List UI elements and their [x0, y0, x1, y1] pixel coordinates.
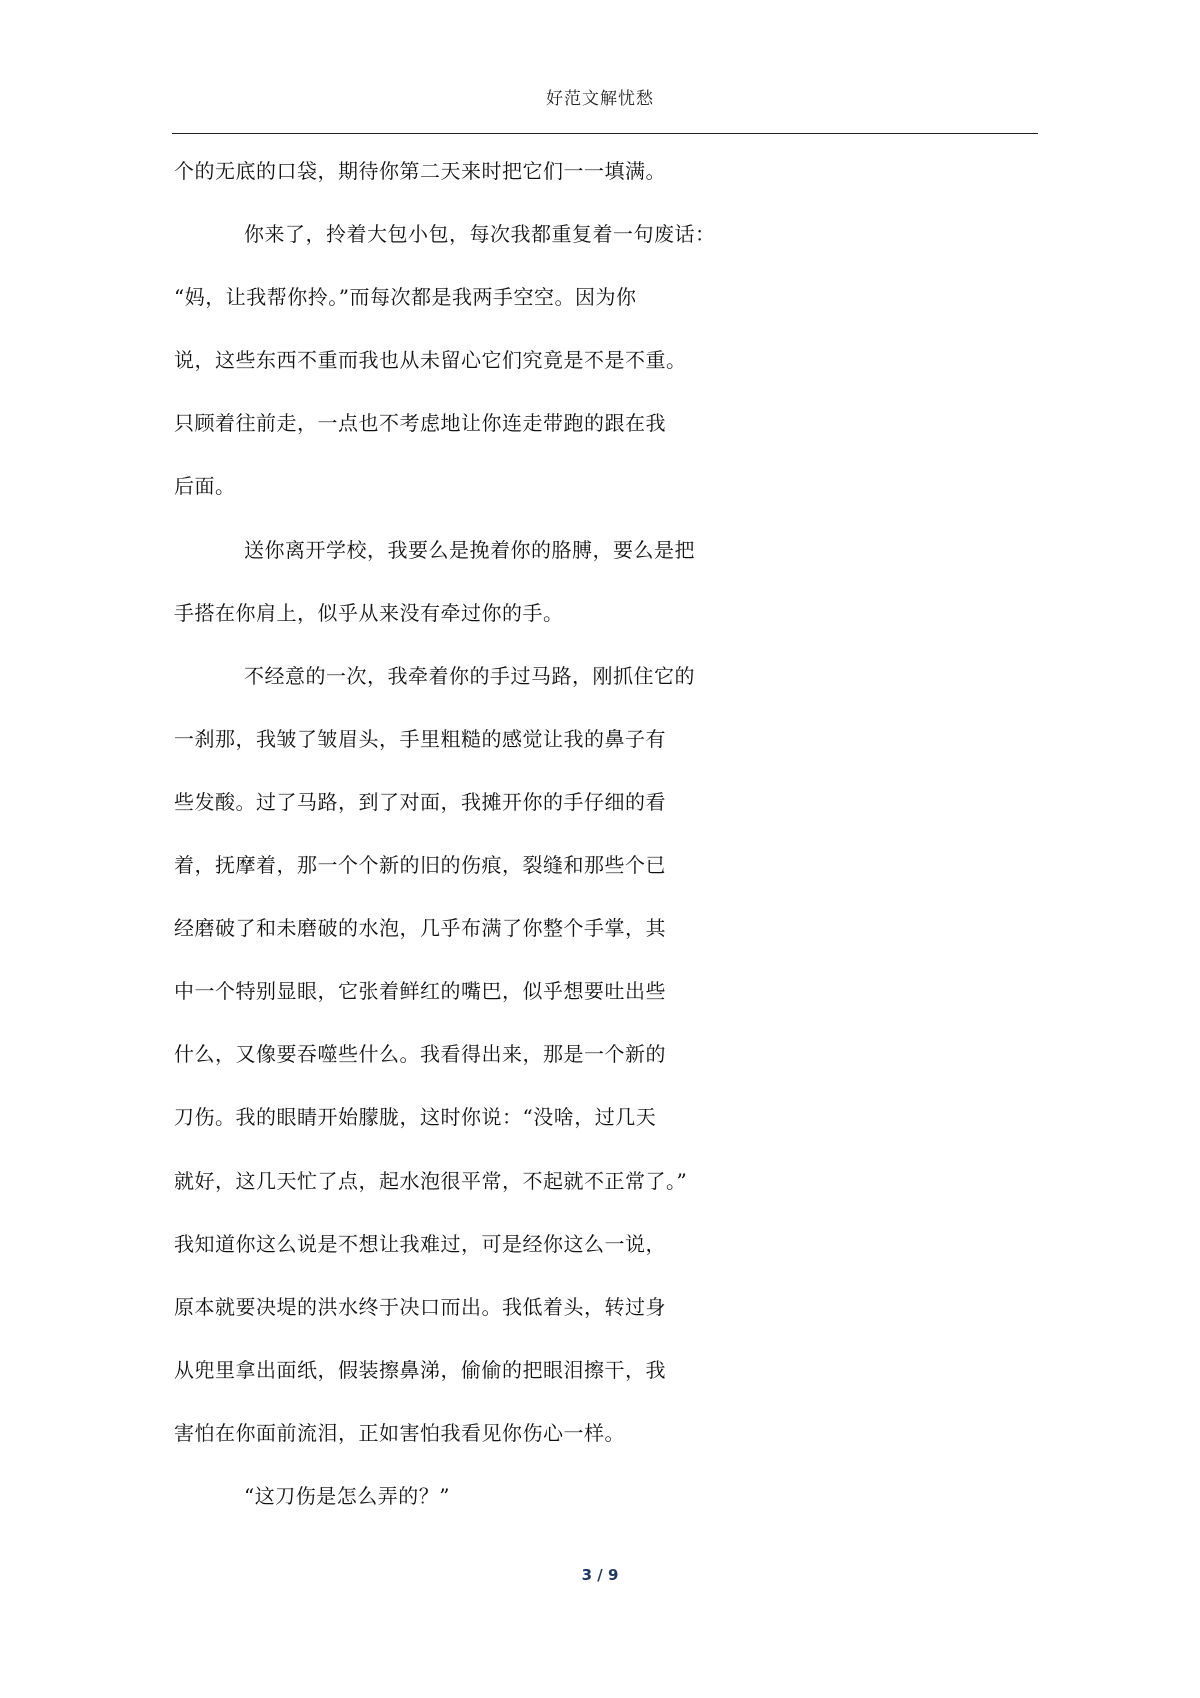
text-line: 只顾着往前走，一点也不考虑地让你连走带跑的跟在我 — [174, 411, 666, 436]
text-line: 就好，这几天忙了点，起水泡很平常，不起就不正常了。” — [174, 1168, 688, 1193]
document-body — [174, 140, 1074, 1528]
text-line: “这刀伤是怎么弄的？” — [244, 1483, 450, 1508]
text-line: 经磨破了和未磨破的水泡，几乎布满了你整个手掌，其 — [174, 916, 666, 941]
page-number: 3 / 9 — [581, 1566, 619, 1584]
text-line: 我知道你这么说是不想让我难过，可是经你这么一说， — [174, 1231, 666, 1256]
text-line: 你来了，拎着大包小包，每次我都重复着一句废话： — [244, 222, 716, 247]
text-line: 刀伤。我的眼睛开始朦胧，这时你说：“没啥，过几天 — [174, 1105, 657, 1130]
text-line: “妈，让我帮你拎。”而每次都是我两手空空。因为你 — [174, 285, 637, 310]
text-line: 些发酸。过了马路，到了对面，我摊开你的手仔细的看 — [174, 789, 666, 814]
text-line: 个的无底的口袋，期待你第二天来时把它们一一填满。 — [174, 159, 666, 183]
text-line: 说，这些东西不重而我也从未留心它们究竟是不是不重。 — [174, 348, 687, 373]
text-line: 送你离开学校，我要么是挽着你的胳膊，要么是把 — [244, 537, 695, 562]
page-header: 好范文解忧愁 — [546, 89, 654, 109]
text-line: 后面。 — [174, 474, 236, 499]
header-divider — [172, 133, 1038, 134]
text-line: 一刹那，我皱了皱眉头，手里粗糙的感觉让我的鼻子有 — [174, 726, 666, 751]
text-line: 从兜里拿出面纸，假装擦鼻涕，偷偷的把眼泪擦干，我 — [174, 1357, 666, 1382]
text-line: 着，抚摩着，那一个个新的旧的伤痕，裂缝和那些个已 — [174, 853, 666, 878]
text-line: 手搭在你肩上，似乎从来没有牵过你的手。 — [174, 600, 564, 625]
text-line: 什么，又像要吞噬些什么。我看得出来，那是一个新的 — [174, 1042, 666, 1067]
text-line: 害怕在你面前流泪，正如害怕我看见你伤心一样。 — [174, 1420, 625, 1445]
text-line: 中一个特别显眼，它张着鲜红的嘴巴，似乎想要吐出些 — [174, 979, 666, 1004]
text-line: 原本就要决堤的洪水终于决口而出。我低着头，转过身 — [174, 1294, 666, 1319]
text-line: 不经意的一次，我牵着你的手过马路，刚抓住它的 — [244, 663, 695, 688]
